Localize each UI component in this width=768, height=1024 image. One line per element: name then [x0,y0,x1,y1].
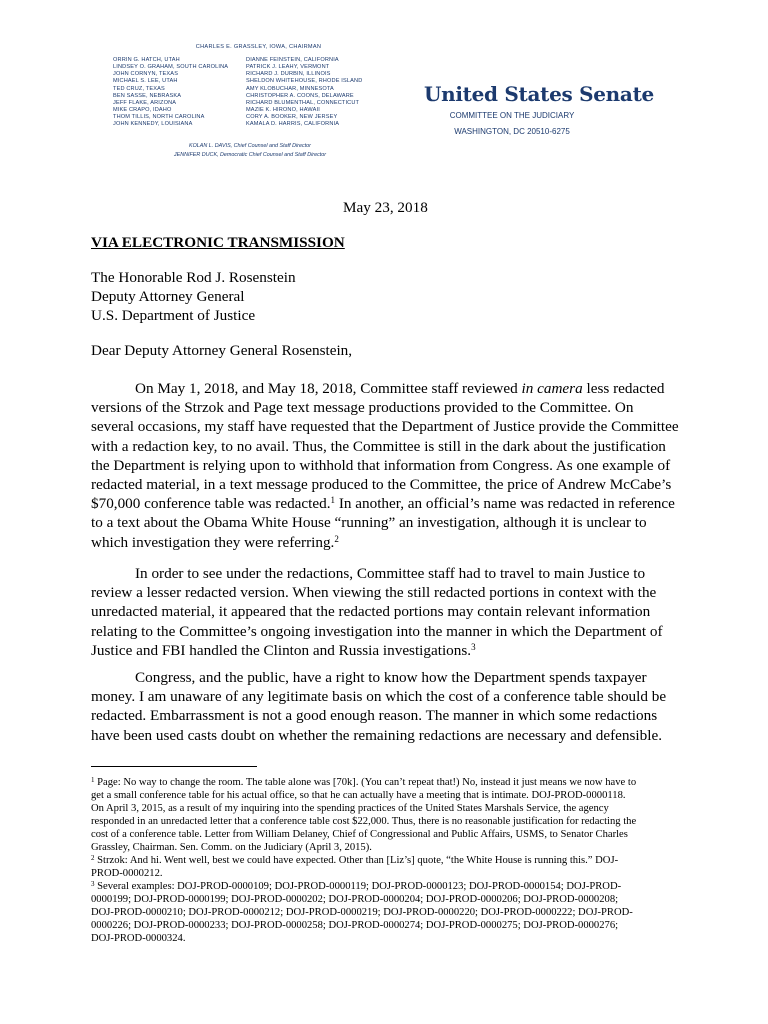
footnote-divider [91,766,257,767]
member-name: ORRIN G. HATCH, UTAH [113,57,180,63]
committee-name: COMMITTEE ON THE JUDICIARY [449,111,575,120]
senate-wordmark: United States Senate [424,82,654,106]
majority-members-list [113,57,228,128]
paragraph-line: relating to the Committee’s ongoing investigation into the manner in which the Department of [91,622,663,640]
footnote-mark: 2 [91,854,95,862]
letter-date: May 23, 2018 [343,199,428,216]
paragraph-line: In order to see under the redactions, Committee staff had to travel to main Justice to [135,565,646,582]
paragraph-line: Congress, and the public, have a right to know how the Department spends taxpayer [135,669,647,686]
footnote-line: $^1$ Page: No way to change the room. The table alone was [70k]. (You can’t repeat that!) No, instead it just means we now have to [91,776,637,788]
paragraph-line: which investigation they were referring.$^2$ [91,533,339,551]
staff-director-line: KOLAN L. DAVIS, Chief Counsel and Staff Director [189,143,311,149]
footnote-ref-3: 3 [471,641,476,652]
footnote-line: DOJ-PROD-0000210; DOJ-PROD-0000212; DOJ-PROD-0000219; DOJ-PROD-0000220; DOJ-PROD-0000222; DOJ-PROD- [91,907,633,919]
footnote-2 [91,854,691,880]
footnote-line: responded in an unredacted letter that a conference table cost $22,000. Thus, there is no reasonable justification for redacting the [91,816,637,828]
address-line: Deputy Attorney General [91,288,245,305]
member-name: RICHARD J. DURBIN, ILLINOIS [246,71,331,78]
footnote-line: $^2$ Strzok: And hi. Went well, best we could have expected. Other than [Liz’s] quote, “the White House is running this.” DOJ- [91,854,619,866]
member-name: CHRISTOPHER A. COONS, DELAWARE [246,92,354,99]
member-name: BEN SASSE, NEBRASKA [113,92,182,99]
member-name: RICHARD BLUMENTHAL, CONNECTICUT [246,99,360,106]
member-name: JOHN KENNEDY, LOUISIANA [113,121,193,128]
paragraph-line: review a lesser redacted version. When viewing the still redacted portions in context with the [91,584,657,602]
member-name: AMY KLOBUCHAR, MINNESOTA [246,85,334,92]
address-line: U.S. Department of Justice [91,307,256,324]
chairman-line: CHARLES E. GRASSLEY, IOWA, CHAIRMAN [195,44,322,50]
footnote-1 [91,776,691,855]
footnote-ref-1: 1 [330,495,336,506]
committee-address: WASHINGTON, DC 20510-6275 [454,127,570,136]
member-name: MICHAEL S. LEE, UTAH [113,78,178,85]
italic-phrase: in camera [521,380,583,397]
paragraph-line: versions of the Strzok and Page text message productions provided to the Committee. On [91,399,634,417]
footnote-line: 0000226; DOJ-PROD-0000233; DOJ-PROD-0000258; DOJ-PROD-0000274; DOJ-PROD-0000275; DOJ-PROD-0000276; [91,920,619,932]
member-name: LINDSEY O. GRAHAM, SOUTH CAROLINA [113,64,229,71]
minority-members-list [246,57,362,128]
footnote-line: cost of a conference table. Letter from William Delaney, Chief of Congressional and Public Affairs, USMS, to Senator Charles [91,829,628,841]
member-name: CORY A. BOOKER, NEW JERSEY [246,114,338,121]
member-name: JOHN CORNYN, TEXAS [113,71,179,78]
paragraph-line: unredacted material, it appeared that the redacted portions may contain relevant information [91,603,651,621]
paragraph-line: On May 1, 2018, and May 18, 2018, Committee staff reviewed in camera less redacted [135,380,665,397]
paragraph-line: redacted. Embarrassment is not a good enough reason. The manner in which some redactions [91,707,658,725]
footnote-line: PROD-0000212. [91,868,163,880]
footnote-line: On April 3, 2015, as a result of my inquiring into the spending practices of the United States Marshals Service, the agency [91,803,609,815]
body-paragraph-3 [91,668,671,745]
paragraph-line: redacted material, in a text message produced to the Committee, the price of Andrew McCabe’s [91,476,672,494]
paragraph-line: the Department is relying upon to withhold that information from Congress. As one example of [91,456,671,474]
footnote-line: get a small conference table for his actual office, so that he can actually have a meeting that is intimate. DOJ-PROD-0000118. [91,790,626,802]
footnote-3 [91,880,691,945]
paragraph-line: money. I am unaware of any legitimate basis on which the cost of a conference table should be [91,688,667,706]
address-line: The Honorable Rod J. Rosenstein [91,269,296,286]
salutation: Dear Deputy Attorney General Rosenstein, [91,342,353,359]
member-name: THOM TILLIS, NORTH CAROLINA [113,114,205,121]
member-name: PATRICK J. LEAHY, VERMONT [246,64,330,71]
footnote-mark: 1 [91,776,95,784]
paragraph-line: $70,000 conference table was redacted.$^1$ In another, an official’s name was redacted in reference [91,495,675,513]
member-name: MAZIE K. HIRONO, HAWAII [246,106,320,113]
paragraph-line: have been used casts doubt on whether the remaining redactions are necessary and defensible. [91,726,662,744]
member-name: JEFF FLAKE, ARIZONA [113,99,177,106]
paragraph-line: several occasions, my staff have requested that the Department of Justice provide the Committee [91,418,679,436]
member-name: DIANNE FEINSTEIN, CALIFORNIA [246,57,339,63]
recipient-address [91,268,296,325]
transmission-method: VIA ELECTRONIC TRANSMISSION [91,234,345,251]
footnote-line: Grassley, Chairman. Sen. Comm. on the Judiciary (April 3, 2015). [91,842,372,854]
body-paragraph-2 [91,564,671,660]
letterhead [0,0,768,170]
body-paragraph-1 [91,379,679,552]
paragraph-line: with a redaction key, to no avail. Thus, the Committee is still in the dark about the justification [91,437,666,455]
member-name: SHELDON WHITEHOUSE, RHODE ISLAND [246,78,363,85]
footnote-ref-2: 2 [334,533,339,544]
member-name: MIKE CRAPO, IDAHO [113,106,172,113]
footnote-line: DOJ-PROD-0000324. [91,933,186,945]
member-name: TED CRUZ, TEXAS [113,85,165,92]
paragraph-line: Justice and FBI handled the Clinton and Russia investigations.$^3$ [91,641,476,659]
footnote-mark: 3 [91,880,95,888]
footnote-line: 0000199; DOJ-PROD-0000199; DOJ-PROD-0000202; DOJ-PROD-0000204; DOJ-PROD-0000206; DOJ-PROD-0000208; [91,894,619,906]
footnote-line: $^3$ Several examples: DOJ-PROD-0000109; DOJ-PROD-0000119; DOJ-PROD-0000123; DOJ-PROD-0000154; DOJ-PROD- [91,880,622,892]
minority-staff-director-line: JENNIFER DUCK, Democratic Chief Counsel and Staff Director [173,152,327,158]
member-name: KAMALA D. HARRIS, CALIFORNIA [246,121,340,128]
paragraph-line: to a text about the Obama White House “running” an investigation, although it is unclear to [91,514,647,532]
